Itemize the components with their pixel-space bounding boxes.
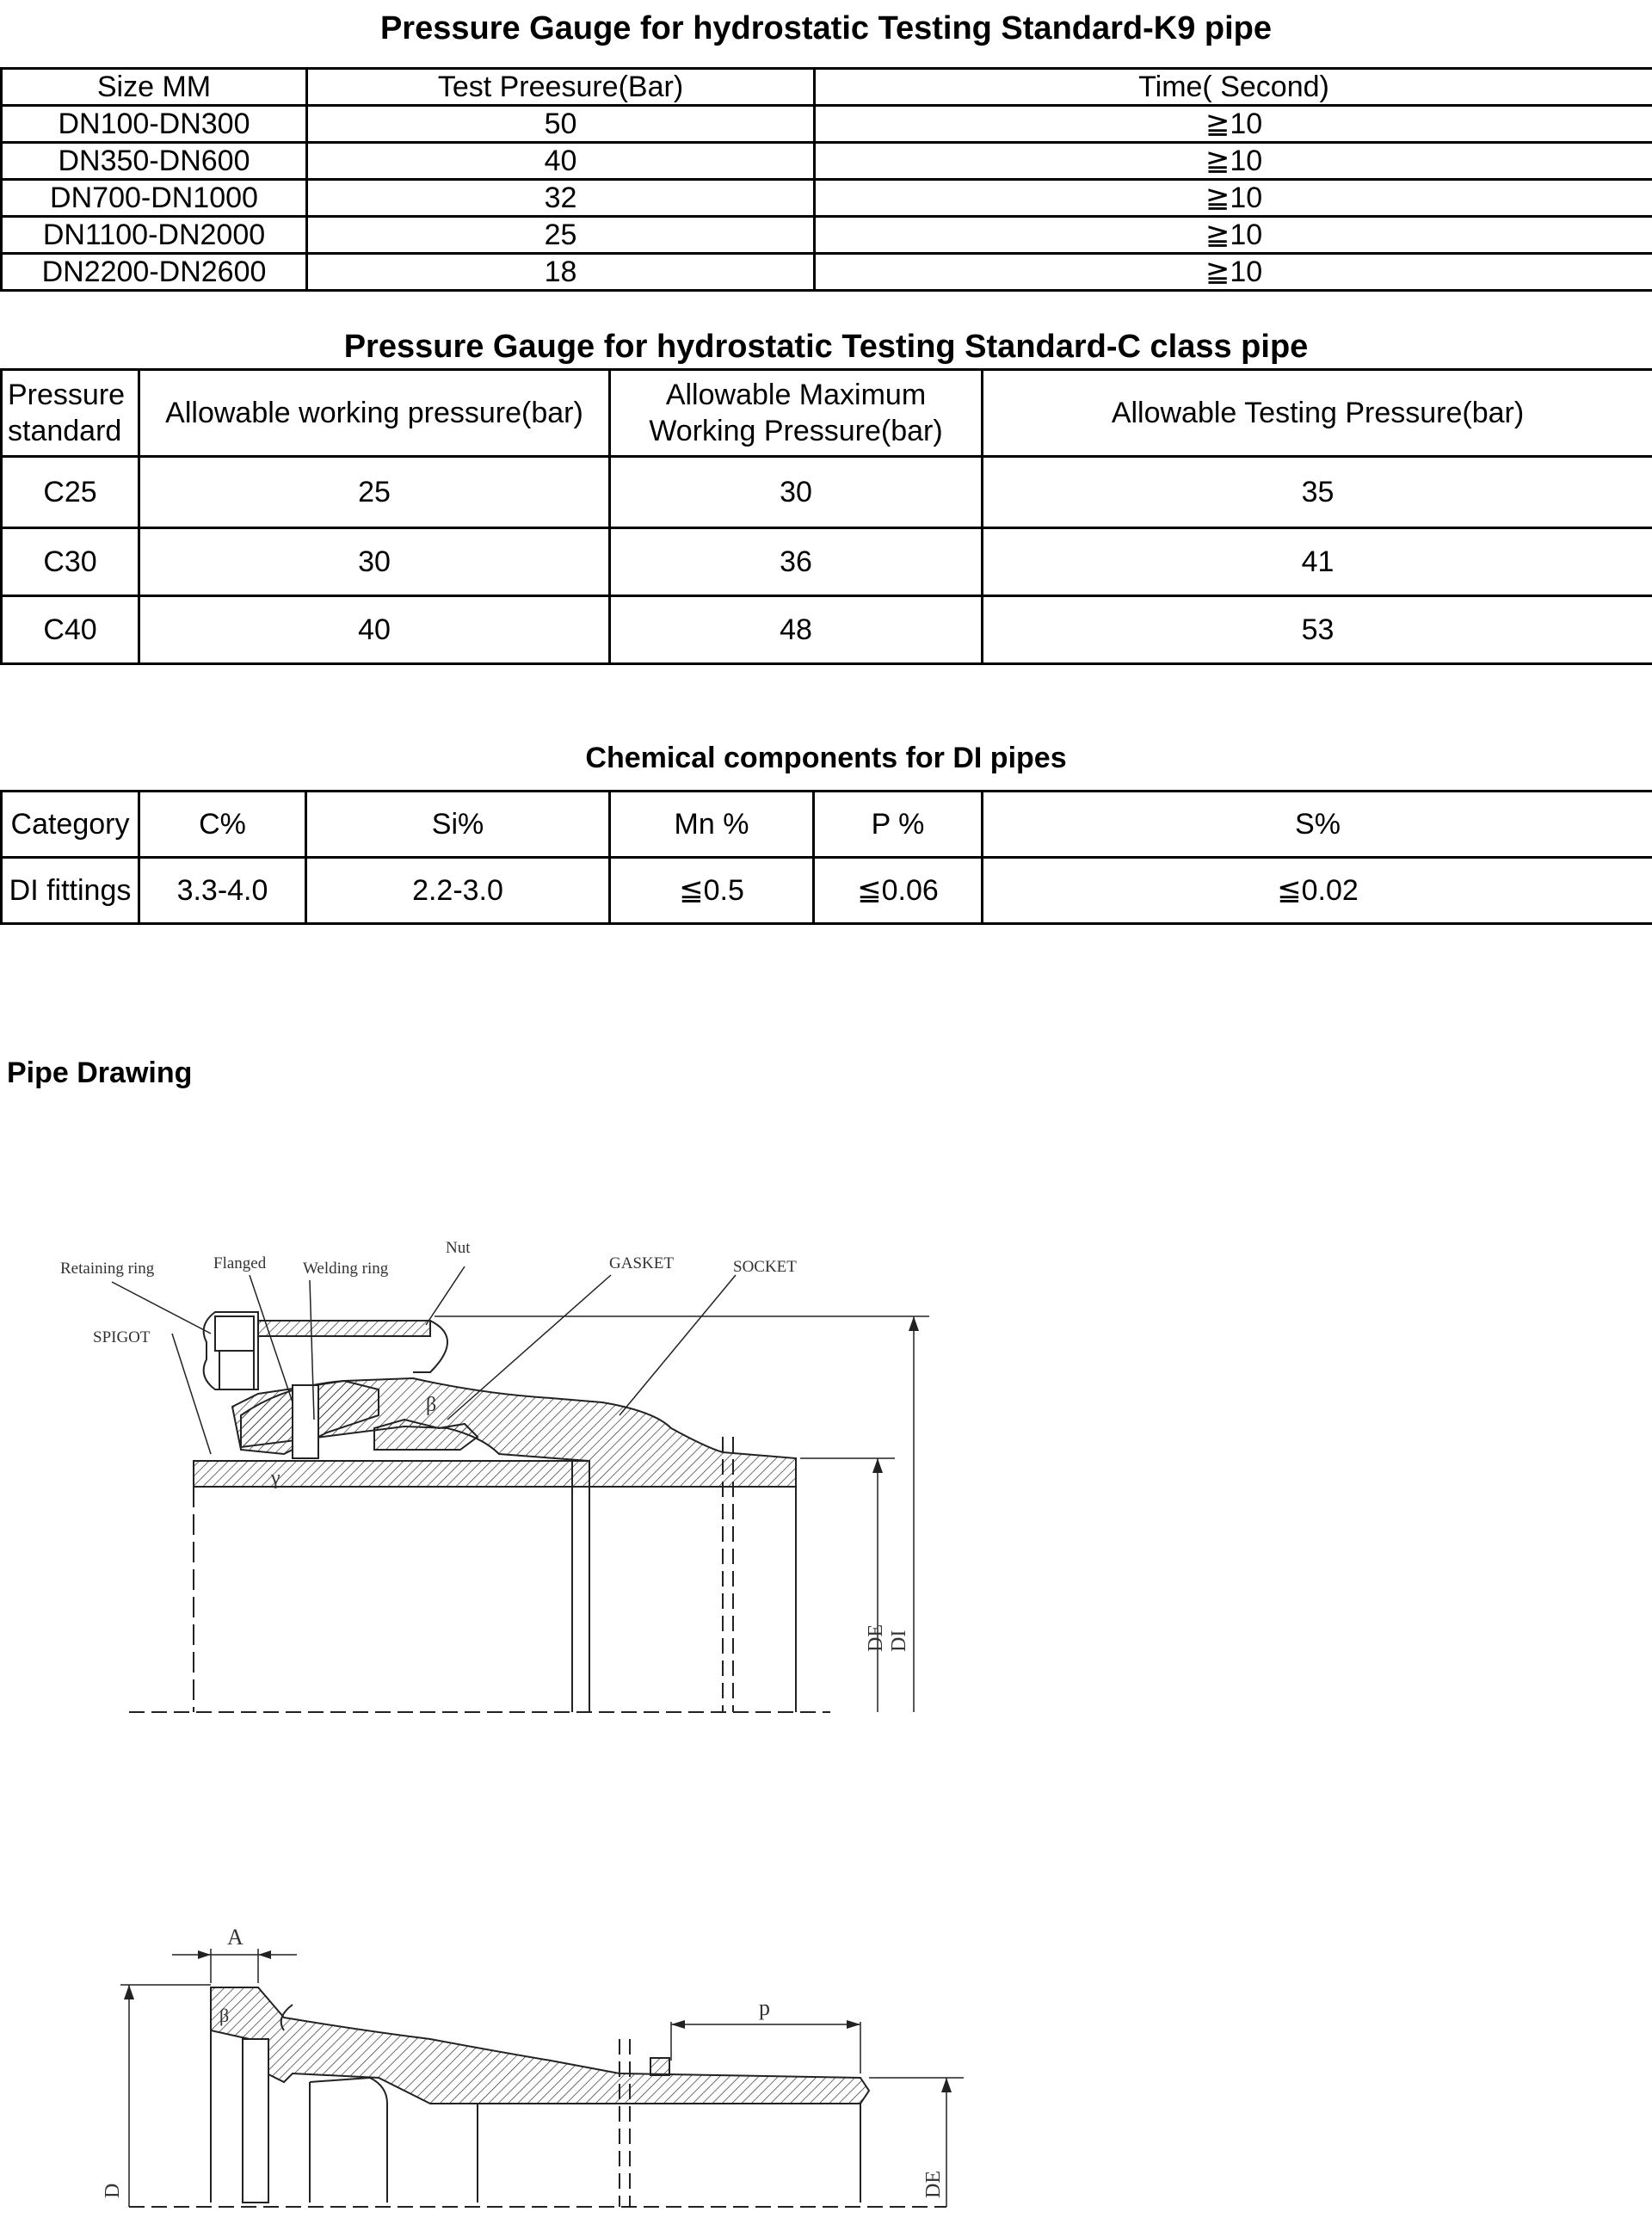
label-beta: β — [219, 2005, 230, 2026]
col-header: S% — [983, 792, 1652, 858]
col-header: Test Preesure(Bar) — [307, 69, 815, 106]
cell: ≧10 — [815, 254, 1652, 291]
col-header: Allowable Maximum Working Pressure(bar) — [610, 370, 983, 457]
cell: 36 — [610, 528, 983, 596]
col-header: Allowable Testing Pressure(bar) — [983, 370, 1652, 457]
label-de: DE — [922, 2171, 945, 2198]
cell: 18 — [307, 254, 815, 291]
cell: 3.3-4.0 — [139, 858, 306, 924]
label-flanged: Flanged — [213, 1254, 267, 1272]
label-gamma: γ — [271, 1467, 280, 1489]
cell: 2.2-3.0 — [306, 858, 610, 924]
label-retaining-ring: Retaining ring — [60, 1260, 155, 1278]
label-gasket: GASKET — [609, 1254, 674, 1272]
table-header-row — [2, 370, 1652, 457]
cell: ≦0.5 — [610, 858, 814, 924]
table-row — [2, 143, 1652, 180]
cell: C25 — [2, 457, 139, 528]
spigot-pipe — [194, 1461, 589, 1712]
table-row — [2, 217, 1652, 254]
label-welding-ring: Welding ring — [303, 1260, 389, 1278]
cell: 53 — [983, 596, 1652, 664]
table-header-row — [2, 792, 1652, 858]
table-row — [2, 457, 1652, 528]
cell: 30 — [139, 528, 610, 596]
cell: DN350-DN600 — [2, 143, 307, 180]
label-a: A — [227, 1925, 243, 1950]
cell: 30 — [610, 457, 983, 528]
label-de: DE — [865, 1624, 887, 1652]
cell: 41 — [983, 528, 1652, 596]
table-row — [2, 180, 1652, 217]
col-header: C% — [139, 792, 306, 858]
col-header: P % — [814, 792, 983, 858]
cell: C30 — [2, 528, 139, 596]
col-header: Time( Second) — [815, 69, 1652, 106]
col-header: Pressure standard — [2, 370, 139, 457]
pipe-drawing-heading: Pipe Drawing — [7, 1057, 193, 1089]
col-header: Size MM — [2, 69, 307, 106]
table-row — [2, 858, 1652, 924]
gasket — [374, 1420, 478, 1450]
cell: 35 — [983, 457, 1652, 528]
label-di: DI — [888, 1630, 910, 1652]
label-d: D — [102, 2183, 124, 2198]
cell: 25 — [139, 457, 610, 528]
table-row — [2, 596, 1652, 664]
cell: DI fittings — [2, 858, 139, 924]
cell: 50 — [307, 106, 815, 143]
cell: ≦0.02 — [983, 858, 1652, 924]
cclass-pressure-table — [0, 368, 1652, 665]
cell: ≧10 — [815, 143, 1652, 180]
cell: ≧10 — [815, 217, 1652, 254]
table-row — [2, 254, 1652, 291]
table-row — [2, 106, 1652, 143]
col-header: Allowable working pressure(bar) — [139, 370, 610, 457]
col-header: Si% — [306, 792, 610, 858]
k9-pressure-table — [0, 67, 1652, 292]
chemical-table-title: Chemical components for DI pipes — [585, 742, 1067, 774]
cell: DN700-DN1000 — [2, 180, 307, 217]
cell: 48 — [610, 596, 983, 664]
k9-table-title: Pressure Gauge for hydrostatic Testing Standard-K9 pipe — [379, 10, 1273, 46]
pipe-joint-drawing-top — [0, 1222, 964, 1738]
col-header: Mn % — [610, 792, 814, 858]
table-header-row — [2, 69, 1652, 106]
cell: ≧10 — [815, 180, 1652, 217]
cell: C40 — [2, 596, 139, 664]
table-row — [2, 528, 1652, 596]
cell: ≧10 — [815, 106, 1652, 143]
cell: DN1100-DN2000 — [2, 217, 307, 254]
cell: 25 — [307, 217, 815, 254]
label-beta: β — [426, 1394, 437, 1416]
cell: 32 — [307, 180, 815, 217]
label-p: p — [759, 1995, 770, 2020]
pipe-socket-drawing-bottom — [0, 1910, 981, 2211]
cell: ≦0.06 — [814, 858, 983, 924]
cell: 40 — [307, 143, 815, 180]
cell: DN100-DN300 — [2, 106, 307, 143]
label-nut: Nut — [446, 1239, 471, 1257]
label-socket: SOCKET — [733, 1258, 797, 1276]
col-header: Category — [2, 792, 139, 858]
chemical-table — [0, 790, 1652, 925]
cclass-table-title: Pressure Gauge for hydrostatic Testing Standard-C class pipe — [343, 329, 1309, 365]
cell: DN2200-DN2600 — [2, 254, 307, 291]
cell: 40 — [139, 596, 610, 664]
label-spigot: SPIGOT — [93, 1328, 151, 1346]
